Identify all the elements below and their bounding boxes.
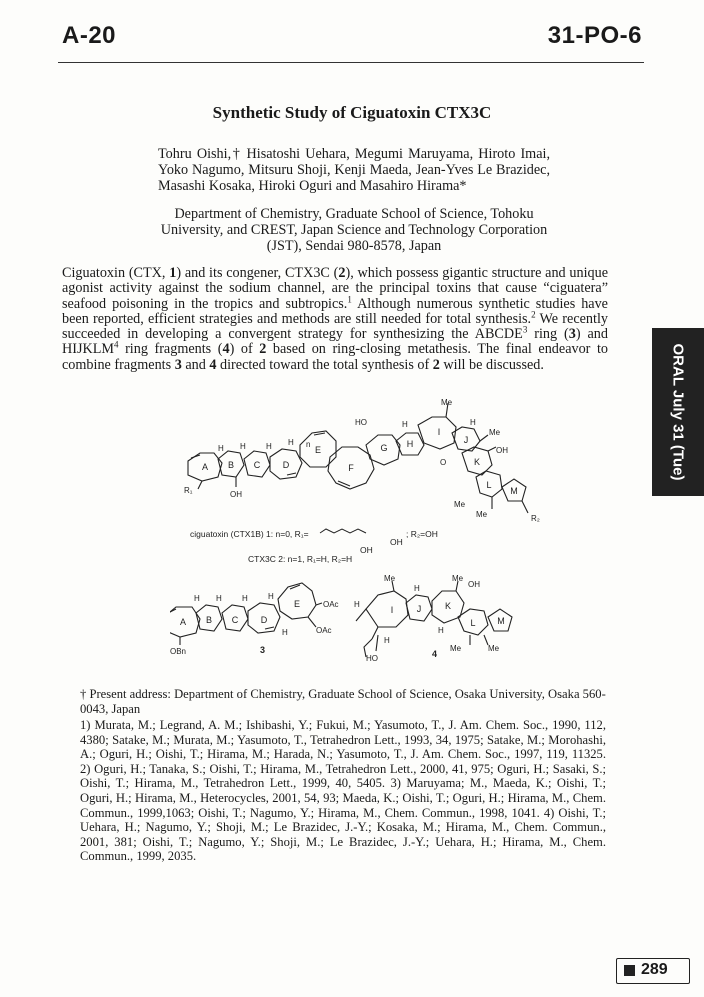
atom-oh: OH [468, 580, 480, 589]
atom-o: O [440, 458, 447, 467]
author-list: Tohru Oishi,† Hisatoshi Uehara, Megumi Maruyama, Hiroto Imai, Yoko Nagumo, Mitsuru Shoji, Kenji Maeda, Jean-Yves Le Brazidec, Masashi Kosaka, Hiroki Oguri and Masahiro Hirama* [158, 146, 550, 194]
atom-h: H [216, 594, 222, 603]
ring3-label-C: C [231, 615, 239, 625]
atom-oac: OAc [316, 626, 332, 635]
header-session-code: 31-PO-6 [547, 22, 642, 49]
atom-ho: HO [366, 654, 378, 663]
page-marker-square [624, 965, 635, 976]
atom-oh: OH [230, 490, 242, 499]
ring-label-E: E [314, 445, 322, 455]
side-tab-label: ORAL July 31 (Tue) [669, 343, 687, 481]
atom-n: n [306, 440, 311, 449]
ring-label-K: K [473, 457, 481, 467]
atom-h: H [288, 438, 294, 447]
paper-title: Synthetic Study of Ciguatoxin CTX3C [212, 103, 492, 122]
atom-h: H [266, 442, 272, 451]
atom-me: Me [488, 644, 500, 653]
atom-r2: R₂ [531, 514, 540, 523]
caption-oh: OH [390, 537, 403, 547]
header-section-code: A-20 [62, 22, 117, 49]
ring3-label-B: B [205, 615, 213, 625]
ring-label-F: F [348, 463, 354, 473]
atom-h: H [470, 418, 476, 427]
atom-me: Me [450, 644, 462, 653]
atom-h: H [240, 442, 246, 451]
affiliation: Department of Chemistry, Graduate School of Science, Tohoku University, and CREST, Japan Science and Technology Corporation (JST), Sendai 980-8578, Japan [160, 206, 548, 254]
fragment-4-structure [354, 574, 512, 663]
ring-label-H: H [406, 439, 414, 449]
compound-label-4: 4 [432, 649, 438, 659]
atom-me: Me [454, 500, 466, 509]
atom-me: Me [476, 510, 488, 519]
atom-h: H [414, 584, 420, 593]
atom-me: Me [452, 574, 464, 583]
ring-label-M: M [510, 486, 518, 496]
atom-h: H [268, 592, 274, 601]
atom-h: H [384, 636, 390, 645]
chemical-structure-scheme [170, 395, 570, 685]
atom-r1: R₁ [184, 486, 193, 495]
present-address-footnote: † Present address: Department of Chemistry, Graduate School of Science, Osaka University, Osaka 560-0043, Japan [80, 687, 606, 716]
abstract: Ciguatoxin (CTX, 1) and its congener, CTX3C (2), which possess gigantic structure and unique agonist activity against the sodium channel, are the principal toxins that cause “ciguatera” seafood poisoning in the tropics and subtropics.$^1$ Although numerous synthetic studies have been reported, efficient strategies and methods are still needed for total synthesis.$^2$ We recently succeeded in developing a convergent strategy for synthesizing the ABCDE$^3$ ring (3) and HIJKLM$^4$ ring fragments (4) of 2 based on ring-closing metathesis. The final endeavor to combine fragments 3 and 4 directed toward the total synthesis of 2 will be discussed. [62, 265, 609, 373]
references: 1) Murata, M.; Legrand, A. M.; Ishibashi, Y.; Fukui, M.; Yasumoto, T., J. Am. Chem. Soc., 1990, 112, 4380; Satake, M.; Murata, M.; Yasumoto, T., Tetrahedron Lett., 1993, 34, 1975; Satake, M.; Morohashi, A.; Oguri, H.; Oishi, T.; Hirama, M.; Harada, N.; Yasumoto, T., J. Am. Chem. Soc., 1997, 119, 11325. 2) Oguri, H.; Tanaka, S.; Oishi, T.; Hirama, M., Tetrahedron Lett., 2000, 41, 975; Oguri, H.; Sasaki, S.; Oishi, T.; Hirama, M., Tetrahedron Lett., 1999, 40, 5405. 3) Maruyama; M., Maeda, K.; Oishi, T.; Oguri, H.; Hirama, M., Heterocycles, 2001, 54, 93; Maeda, K.; Oishi, T.; Oguri, H.; Hirama, M., Chem. Commun., 1999,1063; Oishi, T.; Nagumo, Y.; Hirama, M., Chem. Commun., 1998, 1041. 4) Oishi, T.; Uehara, H.; Nagumo, Y.; Shoji, M.; Le Brazidec, J.-Y.; Kosaka, M.; Hirama, M., Chem. Commun., 2001, 381; Oishi, T.; Nagumo, Y.; Shoji, M.; Le Brazidec, J.-Y.; Uehara, H.; Hirama, M., Chem. Commun., 1999, 2035. [80, 718, 606, 864]
ring-label-A: A [201, 462, 209, 472]
header-rule [58, 62, 644, 63]
caption-ctx1b-end: ; R₂=OH [406, 529, 438, 539]
atom-h: H [354, 600, 360, 609]
compound-label-3: 3 [260, 645, 266, 655]
caption-ctx1b: ciguatoxin (CTX1B) 1: n=0, R₁= [190, 529, 309, 539]
atom-h: H [402, 420, 408, 429]
ciguatoxin-structure [184, 398, 540, 523]
fragment-3-structure [170, 583, 339, 656]
ring-label-J: J [463, 435, 469, 445]
atom-oh: OH [496, 446, 508, 455]
page-number-box [616, 958, 690, 984]
ring4-label-I: I [390, 605, 394, 615]
ring4-label-M: M [497, 616, 505, 626]
ring3-label-E: E [293, 599, 301, 609]
ring-label-I: I [437, 427, 441, 437]
atom-h: H [242, 594, 248, 603]
page-number: 289 [641, 961, 668, 978]
ring4-label-K: K [444, 601, 452, 611]
ring-label-G: G [380, 443, 388, 453]
ring-label-L: L [486, 480, 492, 490]
atom-me: Me [441, 398, 453, 407]
ring4-label-L: L [470, 618, 476, 628]
atom-me: Me [384, 574, 396, 583]
session-side-tab [652, 328, 704, 496]
ring-label-D: D [282, 460, 290, 470]
ring3-label-A: A [179, 617, 187, 627]
ring-label-C: C [253, 460, 261, 470]
atom-obn: OBn [170, 647, 187, 656]
atom-h: H [218, 444, 224, 453]
ring3-label-D: D [260, 615, 268, 625]
atom-h: H [282, 628, 288, 637]
ring-label-B: B [227, 460, 235, 470]
caption-ctx3c: CTX3C 2: n=1, R₁=H, R₂=H [248, 554, 353, 564]
atom-h: H [438, 626, 444, 635]
atom-ho: HO [355, 418, 367, 427]
atom-oac: OAc [323, 600, 339, 609]
atom-h: H [194, 594, 200, 603]
caption-oh2: OH [360, 545, 373, 555]
atom-me: Me [489, 428, 501, 437]
ring4-label-J: J [416, 604, 422, 614]
